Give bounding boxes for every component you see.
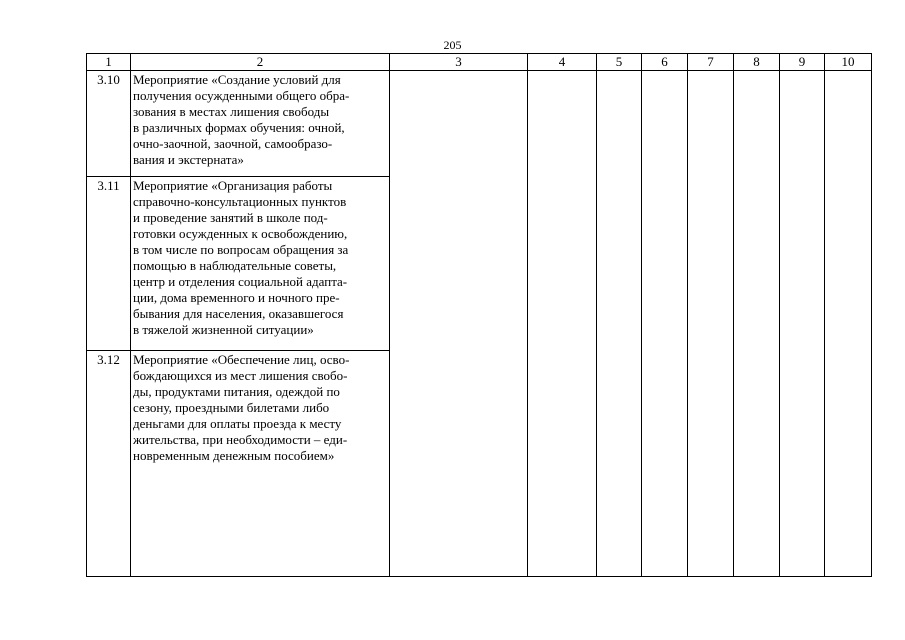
column-header: 4 <box>528 54 597 71</box>
column-header: 6 <box>642 54 688 71</box>
measure-description <box>131 177 390 351</box>
description-line: готовки осужденных к освобождению, <box>133 226 348 241</box>
column-header: 10 <box>825 54 872 71</box>
description-line: зования в местах лишения свободы <box>133 104 330 119</box>
description-line: Мероприятие «Обеспечение лиц, осво- <box>133 352 350 367</box>
description-line: справочно-консультационных пунктов <box>133 194 347 209</box>
column-8-cell <box>734 71 780 577</box>
description-line: вания и экстерната» <box>133 152 244 167</box>
table-row <box>87 71 872 177</box>
column-header: 7 <box>688 54 734 71</box>
column-3-cell <box>390 71 528 577</box>
description-line: в тяжелой жизненной ситуации» <box>133 322 314 337</box>
description-line: ции, дома временного и ночного пре- <box>133 290 340 305</box>
description-line: ды, продуктами питания, одеждой по <box>133 384 340 399</box>
description-line: очно-заочной, заочной, самообразо- <box>133 136 333 151</box>
description-line: бывания для населения, оказавшегося <box>133 306 344 321</box>
description-line: сезону, проездными билетами либо <box>133 400 330 415</box>
row-number: 3.11 <box>87 177 131 351</box>
row-number: 3.10 <box>87 71 131 177</box>
column-10-cell <box>825 71 872 577</box>
column-header: 5 <box>597 54 642 71</box>
column-header: 1 <box>87 54 131 71</box>
description-line: центр и отделения социальной адапта- <box>133 274 348 289</box>
description-line: в том числе по вопросам обращения за <box>133 242 349 257</box>
description-line: жительства, при необходимости – еди- <box>133 432 348 447</box>
column-5-cell <box>597 71 642 577</box>
page-number: 205 <box>443 38 462 52</box>
description-line: получения осужденными общего обра- <box>133 88 350 103</box>
description-line: и проведение занятий в школе под- <box>133 210 328 225</box>
column-header: 3 <box>390 54 528 71</box>
description-line: Мероприятие «Создание условий для <box>133 72 341 87</box>
column-header: 9 <box>780 54 825 71</box>
measure-description <box>131 351 390 577</box>
description-line: в различных формах обучения: очной, <box>133 120 345 135</box>
column-4-cell <box>528 71 597 577</box>
description-line: новременным денежным пособием» <box>133 448 335 463</box>
description-line: помощью в наблюдательные советы, <box>133 258 337 273</box>
description-line: деньгами для оплаты проезда к месту <box>133 416 342 431</box>
column-header: 8 <box>734 54 780 71</box>
column-6-cell <box>642 71 688 577</box>
row-number: 3.12 <box>87 351 131 577</box>
description-line: Мероприятие «Организация работы <box>133 178 333 193</box>
description-line: бождающихся из мест лишения свобо- <box>133 368 348 383</box>
measure-description <box>131 71 390 177</box>
column-7-cell <box>688 71 734 577</box>
column-header: 2 <box>131 54 390 71</box>
column-9-cell <box>780 71 825 577</box>
table-header-row <box>87 54 872 71</box>
measures-table <box>86 53 872 577</box>
